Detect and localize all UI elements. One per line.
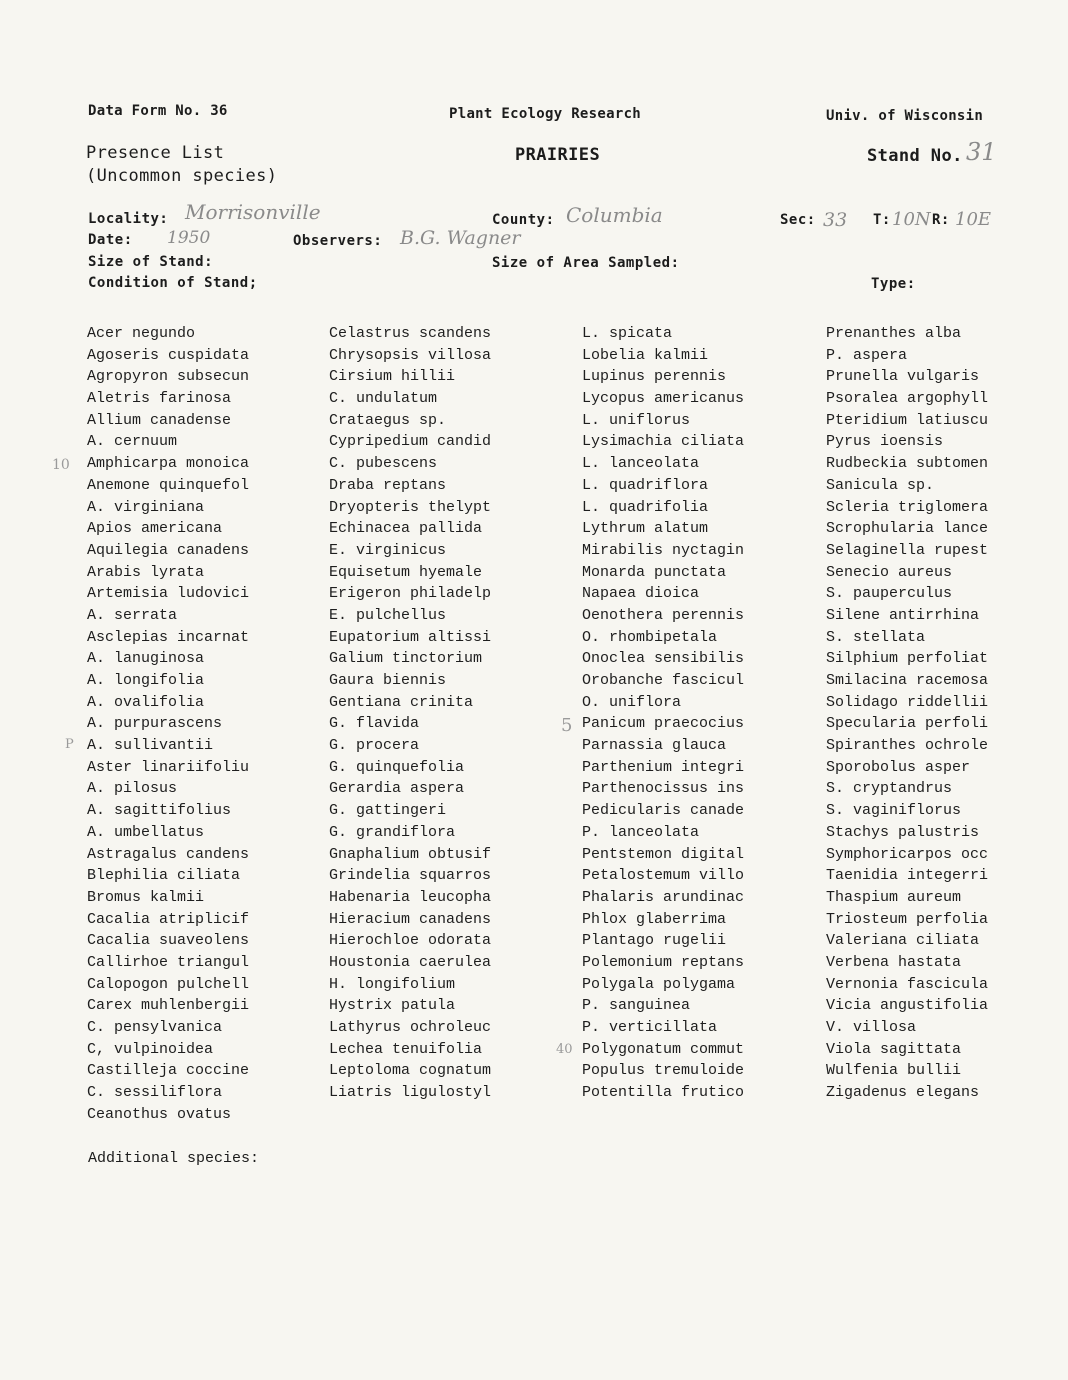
species-entry: C. pensylvanica: [87, 1019, 223, 1036]
species-entry: Pentstemon digital: [582, 845, 745, 863]
species-entry: P. verticillata: [582, 1019, 718, 1036]
species-entry: Sanicula sp.: [826, 476, 935, 494]
species-entry: Agropyron subsecun: [87, 368, 250, 386]
species-entry: Calopogon pulchell: [87, 975, 250, 993]
species-entry: Polygonatum commut: [582, 1040, 745, 1058]
species-entry: Gerardia aspera: [329, 780, 465, 798]
species-entry: Onoclea sensibilis: [582, 650, 745, 668]
species-entry: C. sessiliflora: [87, 1084, 223, 1102]
university: Univ. of Wisconsin: [826, 108, 984, 124]
species-entry: Lycopus americanus: [582, 390, 745, 408]
species-entry: L. spicata: [582, 325, 673, 342]
additional-species-label: Additional species:: [88, 1150, 260, 1167]
species-entry: E. virginicus: [329, 541, 447, 559]
species-entry: Blephilia ciliata: [87, 867, 241, 885]
species-entry: Triosteum perfolia: [826, 910, 989, 928]
species-entry: O. rhombipetala: [582, 628, 718, 646]
species-entry: Callirhoe triangul: [87, 953, 250, 971]
species-entry: Gaura biennis: [329, 672, 447, 689]
species-entry: Grindelia squarros: [329, 867, 492, 885]
species-entry: Zigadenus elegans: [826, 1084, 980, 1102]
species-entry: Solidago riddellii: [826, 693, 989, 711]
species-entry: A. sagittifolius: [87, 802, 232, 820]
species-entry: Mirabilis nyctagin: [582, 541, 745, 559]
species-entry: P. aspera: [826, 346, 908, 364]
species-entry: Lysimachia ciliata: [582, 433, 745, 451]
species-entry: Hystrix patula: [329, 997, 456, 1015]
species-entry: Lobelia kalmii: [582, 346, 709, 364]
species-entry: Parthenium integri: [582, 758, 745, 776]
species-entry: G. quinquefolia: [329, 758, 465, 776]
margin-mark-10: 10: [52, 457, 70, 473]
species-entry: Napaea dioica: [582, 585, 700, 603]
species-entry: V. villosa: [826, 1019, 917, 1036]
species-entry: A. cernuum: [87, 433, 178, 451]
species-entry: Lathyrus ochroleuc: [329, 1019, 492, 1036]
species-entry: Liatris ligulostyl: [329, 1084, 492, 1102]
species-entry: Anemone quinquefol: [87, 476, 250, 494]
species-entry: Vernonia fascicula: [826, 975, 989, 993]
species-entry: Acer negundo: [87, 325, 196, 342]
species-entry: A. lanuginosa: [87, 650, 205, 668]
margin-mark-40: 40: [556, 1042, 573, 1057]
observers-label: Observers:: [293, 233, 383, 249]
date-value: 1950: [167, 228, 211, 248]
species-entry: Arabis lyrata: [87, 563, 205, 581]
species-entry: A. purpurascens: [87, 715, 223, 733]
t-label: T:: [873, 212, 891, 228]
species-entry: A. ovalifolia: [87, 693, 205, 711]
species-entry: Lythrum alatum: [582, 520, 709, 538]
species-entry: Erigeron philadelp: [329, 585, 492, 603]
species-entry: Bromus kalmii: [87, 888, 205, 906]
species-entry: Selaginella rupest: [826, 541, 989, 559]
species-entry: C, vulpinoidea: [87, 1040, 214, 1058]
locality-label: Locality:: [88, 211, 169, 227]
species-column-4: [826, 323, 1061, 1104]
species-entry: Specularia perfoli: [826, 715, 989, 733]
species-entry: Populus tremuloide: [582, 1062, 745, 1080]
list-title: Presence List: [86, 143, 225, 163]
sec-label: Sec:: [780, 212, 816, 228]
species-entry: Viola sagittata: [826, 1040, 962, 1058]
sec-value: 33: [823, 209, 848, 231]
species-entry: L. uniflorus: [582, 411, 691, 429]
species-entry: Eupatorium altissi: [329, 628, 492, 646]
size-of-stand-label: Size of Stand:: [88, 254, 214, 270]
species-entry: Vicia angustifolia: [826, 997, 989, 1015]
species-entry: Chrysopsis villosa: [329, 346, 492, 364]
species-entry: A. pilosus: [87, 780, 178, 798]
species-entry: Smilacina racemosa: [826, 672, 989, 689]
species-entry: Habenaria leucopha: [329, 888, 492, 906]
species-entry: L. quadriflora: [582, 476, 709, 494]
species-entry: Polygala polygama: [582, 975, 736, 993]
species-entry: Valeriana ciliata: [826, 932, 980, 950]
species-entry: Astragalus candens: [87, 845, 250, 863]
species-entry: C. undulatum: [329, 390, 438, 408]
species-entry: A. umbellatus: [87, 823, 205, 841]
t-value: 10N: [892, 209, 931, 230]
species-entry: Hierochloe odorata: [329, 932, 492, 950]
species-entry: Orobanche fascicul: [582, 672, 745, 689]
species-entry: O. uniflora: [582, 693, 682, 711]
species-column-2: [329, 323, 564, 1104]
species-entry: Aletris farinosa: [87, 390, 232, 408]
species-entry: Pedicularis canade: [582, 802, 745, 820]
r-label: R:: [932, 212, 950, 228]
species-entry: Spiranthes ochrole: [826, 737, 989, 755]
species-entry: Silphium perfoliat: [826, 650, 989, 668]
date-label: Date:: [88, 232, 133, 248]
species-entry: C. pubescens: [329, 455, 438, 473]
species-entry: Hieracium canadens: [329, 910, 492, 928]
species-entry: Gentiana crinita: [329, 693, 474, 711]
condition-of-stand-label: Condition of Stand;: [88, 275, 258, 291]
species-entry: Oenothera perennis: [582, 606, 745, 624]
species-entry: Ceanothus ovatus: [87, 1105, 232, 1123]
species-entry: Symphoricarpos occ: [826, 845, 989, 863]
species-entry: Sporobolus asper: [826, 758, 971, 776]
species-entry: Cacalia suaveolens: [87, 932, 250, 950]
species-entry: Cypripedium candid: [329, 433, 492, 451]
species-entry: Allium canadense: [87, 411, 232, 429]
species-entry: Potentilla frutico: [582, 1084, 745, 1102]
species-entry: Leptoloma cognatum: [329, 1062, 492, 1080]
species-entry: Petalostemum villo: [582, 867, 745, 885]
species-entry: Silene antirrhina: [826, 606, 980, 624]
county-value: Columbia: [566, 203, 663, 227]
species-entry: G. procera: [329, 737, 420, 755]
species-entry: Verbena hastata: [826, 953, 962, 971]
species-entry: Pyrus ioensis: [826, 433, 944, 451]
species-entry: G. gattingeri: [329, 802, 447, 820]
species-entry: Plantago rugelii: [582, 932, 727, 950]
species-entry: Psoralea argophyll: [826, 390, 989, 408]
species-entry: Echinacea pallida: [329, 520, 483, 538]
form-number: Data Form No. 36: [88, 103, 228, 119]
species-entry: G. flavida: [329, 715, 420, 733]
species-entry: A. virginiana: [87, 498, 205, 516]
species-entry: E. pulchellus: [329, 606, 447, 624]
species-entry: Aster linariifoliu: [87, 758, 250, 776]
species-entry: Parnassia glauca: [582, 737, 727, 755]
species-entry: Scrophularia lance: [826, 520, 989, 538]
species-entry: Draba reptans: [329, 476, 447, 494]
species-entry: Galium tinctorium: [329, 650, 483, 668]
species-column-1: [87, 323, 322, 1125]
species-entry: Phalaris arundinac: [582, 888, 745, 906]
species-entry: S. pauperculus: [826, 585, 953, 603]
species-entry: Crataegus sp.: [329, 411, 447, 429]
species-entry: Thaspium aureum: [826, 888, 962, 906]
species-entry: Rudbeckia subtomen: [826, 455, 989, 473]
species-entry: Cirsium hillii: [329, 368, 456, 386]
species-entry: Prenanthes alba: [826, 325, 962, 342]
species-entry: Lechea tenuifolia: [329, 1040, 483, 1058]
species-entry: Carex muhlenbergii: [87, 997, 250, 1015]
species-entry: A. longifolia: [87, 672, 205, 689]
species-entry: P. sanguinea: [582, 997, 691, 1015]
species-column-3: [582, 323, 817, 1104]
species-entry: Celastrus scandens: [329, 325, 492, 342]
county-label: County:: [492, 212, 555, 228]
species-entry: Gnaphalium obtusif: [329, 845, 492, 863]
species-entry: Asclepias incarnat: [87, 628, 250, 646]
species-entry: Houstonia caerulea: [329, 953, 492, 971]
species-entry: Taenidia integerri: [826, 867, 989, 885]
species-entry: Castilleja coccine: [87, 1062, 250, 1080]
species-entry: Prunella vulgaris: [826, 368, 980, 386]
species-entry: Wulfenia bullii: [826, 1062, 962, 1080]
species-entry: A. sullivantii: [87, 737, 214, 755]
list-subtitle: (Uncommon species): [86, 166, 278, 186]
species-entry: Stachys palustris: [826, 823, 980, 841]
category-title: PRAIRIES: [515, 145, 601, 165]
species-entry: P. lanceolata: [582, 823, 700, 841]
margin-mark-5: 5: [561, 715, 573, 736]
species-entry: L. lanceolata: [582, 455, 700, 473]
species-entry: Apios americana: [87, 520, 223, 538]
species-entry: L. quadrifolia: [582, 498, 709, 516]
species-entry: S. vaginiflorus: [826, 802, 962, 820]
observers-value: B.G. Wagner: [400, 227, 521, 249]
species-entry: Senecio aureus: [826, 563, 953, 581]
species-entry: Dryopteris thelypt: [329, 498, 492, 516]
size-of-area-label: Size of Area Sampled:: [492, 255, 680, 271]
species-entry: Pteridium latiuscu: [826, 411, 989, 429]
organization: Plant Ecology Research: [449, 106, 642, 122]
species-entry: Polemonium reptans: [582, 953, 745, 971]
species-entry: A. serrata: [87, 606, 178, 624]
species-entry: Phlox glaberrima: [582, 910, 727, 928]
species-entry: Agoseris cuspidata: [87, 346, 250, 364]
species-entry: G. grandiflora: [329, 823, 456, 841]
type-label: Type:: [871, 276, 916, 292]
species-entry: H. longifolium: [329, 975, 456, 993]
species-entry: Panicum praecocius: [582, 715, 745, 733]
margin-mark-p: P: [65, 737, 74, 752]
species-entry: Parthenocissus ins: [582, 780, 745, 798]
r-value: 10E: [955, 209, 992, 230]
species-entry: Aquilegia canadens: [87, 541, 250, 559]
species-entry: Monarda punctata: [582, 563, 727, 581]
species-entry: Amphicarpa monoica: [87, 455, 250, 473]
stand-label: Stand No.: [867, 146, 963, 166]
species-entry: Scleria triglomera: [826, 498, 989, 516]
species-entry: Lupinus perennis: [582, 368, 727, 386]
species-entry: Cacalia atriplicif: [87, 910, 250, 928]
species-entry: S. stellata: [826, 628, 926, 646]
stand-number: 31: [966, 138, 997, 166]
species-entry: S. cryptandrus: [826, 780, 953, 798]
species-entry: Artemisia ludovici: [87, 585, 250, 603]
species-entry: Equisetum hyemale: [329, 563, 483, 581]
locality-value: Morrisonville: [185, 200, 321, 224]
